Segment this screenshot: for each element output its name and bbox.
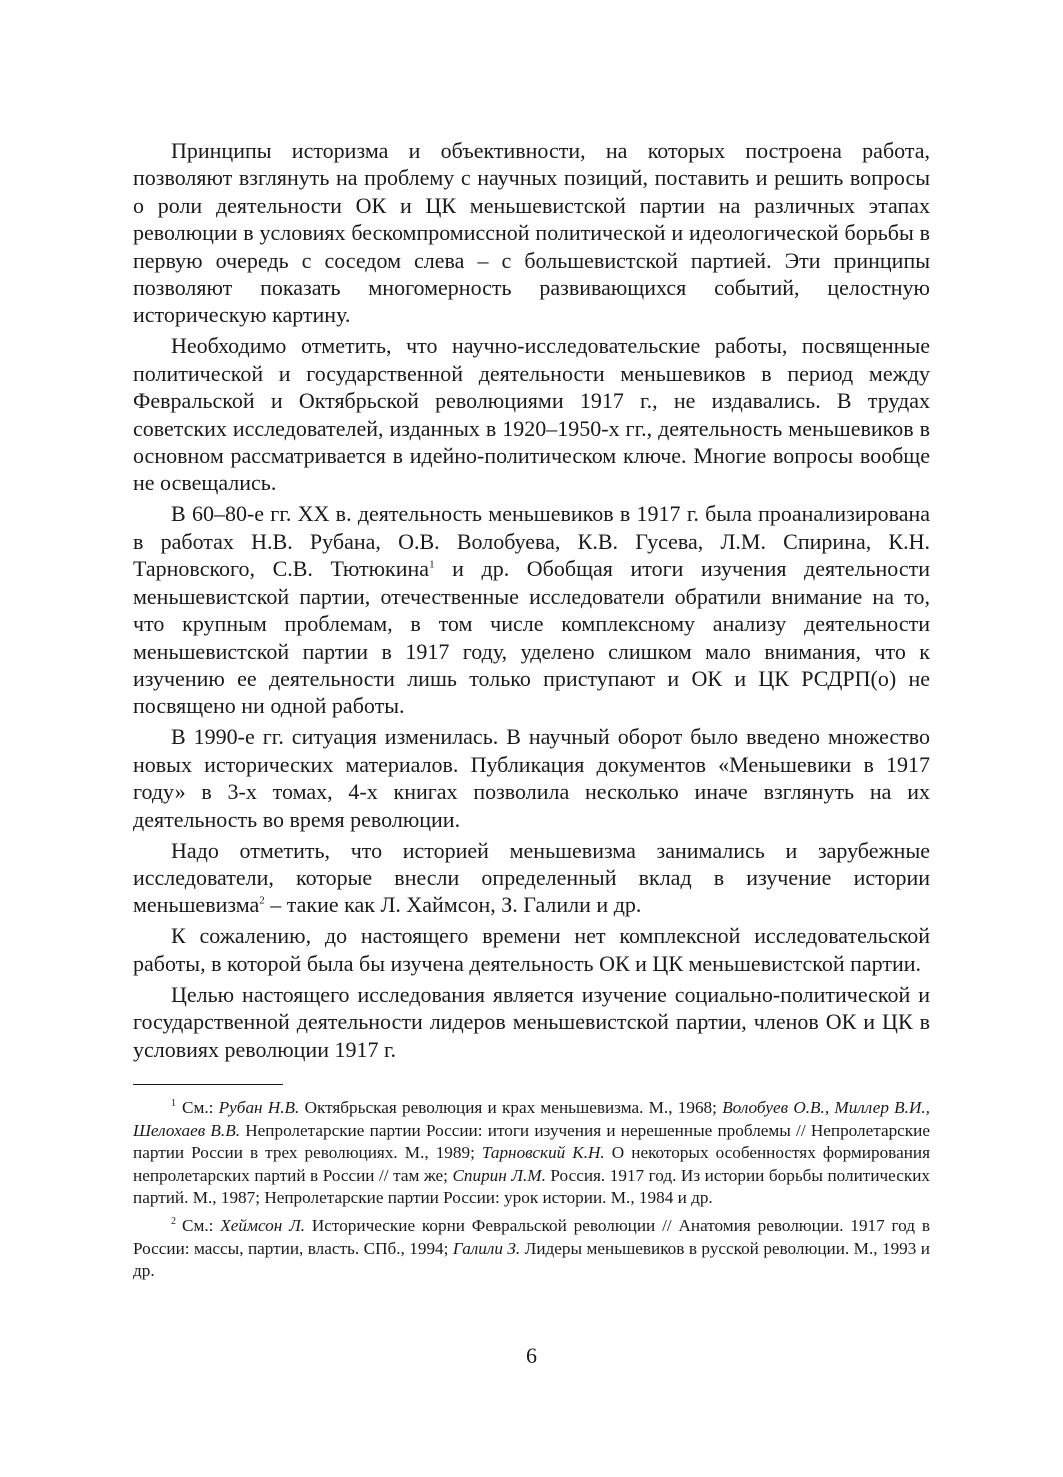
footnote-reference-1: 1 (429, 558, 435, 571)
paragraph-6 (133, 922, 930, 977)
paragraph-text: Целью настоящего исследования является изучение социально-политической и государственной деятельности лидеров меньшевистской партии, членов ОК и ЦК в условиях революции 1917 г. (133, 981, 930, 1062)
paragraph-text: – такие как Л. Хаймсон, З. Галили и др. (264, 892, 642, 918)
footnote-author: Хеймсон Л. (220, 1215, 306, 1235)
footnote-number: 1 (171, 1098, 176, 1110)
paragraph-7 (133, 981, 930, 1063)
body-text (133, 137, 930, 1063)
footnotes (133, 1097, 930, 1283)
footnote-fragment: Исторические корни Февральской революции // Анатомия революции. 1917 год в России: массы, партии, власть. СПб., 1994; (133, 1215, 930, 1258)
paragraph-text: и др. Обобщая итоги изучения деятельности меньшевистской партии, отечественные исследователи обратили внимание на то, что крупным проблемам, в том числе комплексному анализу деятельности меньшевистской партии в 1917 году, уделено слишком мало внимания, что к изучению ее деятельности лишь только приступают и ОК и ЦК РСДРП(о) не посвящено ни одной работы. (133, 556, 930, 719)
footnote-author: Волобуев О.В., Миллер В.И., Шелохаев В.В. (133, 1098, 930, 1140)
paragraph-3 (133, 500, 930, 719)
footnote-author: Галили З. (452, 1238, 521, 1258)
paragraph-text: В 1990-е гг. ситуация изменилась. В научный оборот было введено множество новых исторических материалов. Публикация документов «Меньшевики в 1917 году» в 3-х томах, 4-х книгах позволила несколько иначе взглянуть на их деятельность во время революции. (133, 724, 930, 832)
paragraph-text: Необходимо отметить, что научно-исследовательские работы, посвященные политической и государственной деятельности меньшевиков в период между Февральской и Октябрьской революциями 1917 г., не издавались. В трудах советских исследователей, изданных в 1920–1950-х гг., деятельность меньшевиков в основном рассматривается в идейно-политическом ключе. Многие вопросы вообще не освещались. (133, 333, 930, 496)
paragraph-4 (133, 723, 930, 833)
footnote-reference-2: 2 (259, 895, 265, 908)
footnote-text (133, 1216, 930, 1280)
footnote-2 (133, 1215, 930, 1283)
paragraph-text: Принципы историзма и объективности, на которых построена работа, позволяют взглянуть на проблему с научных позиций, поставить и решить вопросы о роли деятельности ОК и ЦК меньшевистской партии на различных этапах революции в условиях бескомпромиссной политической и идеологической борьбы в первую очередь с соседом слева – с большевистской партией. Эти принципы позволяют показать многомерность развивающихся событий, целостную историческую картину. (133, 138, 930, 328)
footnote-1 (133, 1097, 930, 1210)
footnote-fragment: См.: (182, 1098, 219, 1117)
paragraph-text: К сожалению, до настоящего времени нет комплексной исследовательской работы, в которой была бы изучена деятельность ОК и ЦК меньшевистской партии. (133, 923, 930, 976)
footnote-fragment: Октябрьская революция и крах меньшевизма. М., 1968; (299, 1098, 723, 1117)
footnote-fragment: См.: (182, 1215, 221, 1235)
paragraph-text: Надо отметить, что историей меньшевизма занимались и зарубежные исследователи, которые внесли определенный вклад в изучение истории меньшевизма (133, 837, 930, 918)
footnote-text (133, 1098, 930, 1207)
footnote-author: Рубан Н.В. (218, 1098, 300, 1117)
footnote-author: Спирин Л.М. (452, 1165, 546, 1185)
paragraph-text: В 60–80-е гг. XX в. деятельность меньшевиков в 1917 г. была проанализирована в работах Н.В. Рубана, О.В. Волобуева, К.В. Гусева, Л.М. Спирина, К.Н. Тарновского, С.В. Тютюкина (133, 501, 930, 582)
paragraph-5 (133, 837, 930, 919)
footnote-author: Тарновский К.Н. (481, 1143, 605, 1163)
footnote-fragment: О некоторых особенностях формирования непролетарских партий в России // там же; (133, 1143, 930, 1185)
footnote-fragment: Лидеры меньшевиков в русской революции. М., 1993 и др. (133, 1238, 930, 1281)
footnote-number: 2 (171, 1216, 176, 1228)
footnote-fragment: Россия. 1917 год. Из истории борьбы политических партий. М., 1987; Непролетарские партии России: урок истории. М., 1984 и др. (133, 1165, 930, 1208)
paragraph-1 (133, 137, 930, 329)
footnote-fragment: Непролетарские партии России: итоги изучения и нерешенные проблемы // Непролетарские партии России в трех революциях. М., 1989; (133, 1120, 930, 1163)
page-number: 6 (526, 1343, 537, 1368)
footnote-separator (133, 1084, 283, 1085)
paragraph-2 (133, 332, 930, 496)
